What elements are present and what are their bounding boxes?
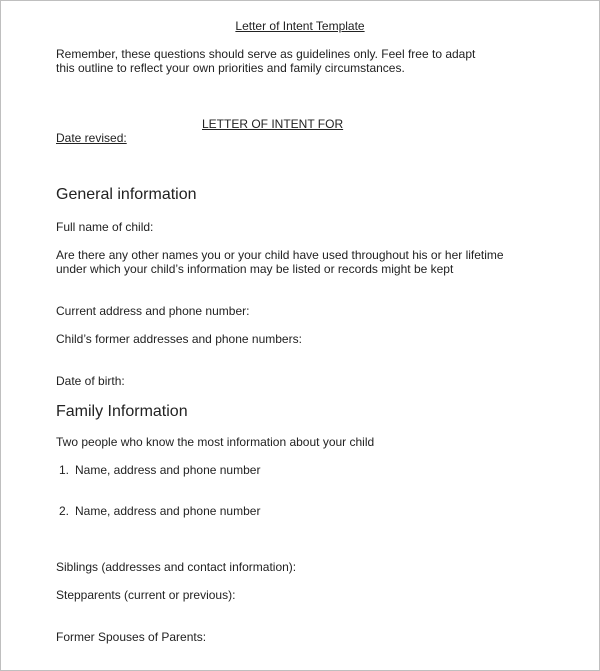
template-title: Letter of Intent Template — [235, 19, 365, 33]
current-address-label: Current address and phone number: — [56, 304, 250, 318]
other-names-line-2: under which your child’s information may be listed or records might be kept — [56, 262, 454, 276]
other-names-line-1: Are there any other names you or your child have used throughout his or her lifetime — [56, 248, 504, 262]
list-item-text: Name, address and phone number — [75, 504, 261, 518]
intro-line-1: Remember, these questions should serve as guidelines only. Feel free to adapt — [56, 47, 476, 61]
full-name-label: Full name of child: — [56, 220, 154, 234]
date-of-birth-label: Date of birth: — [56, 374, 125, 388]
intro-line-2: this outline to reflect your own priorities and family circumstances. — [56, 61, 405, 75]
siblings-label: Siblings (addresses and contact information): — [56, 560, 297, 574]
date-revised-label: Date revised: — [56, 131, 127, 145]
two-people-label: Two people who know the most information about your child — [56, 435, 375, 449]
list-item-number: 1. — [59, 463, 70, 477]
letter-heading: LETTER OF INTENT FOR — [202, 117, 344, 131]
former-addresses-label: Child’s former addresses and phone numbers: — [56, 332, 302, 346]
family-information-heading: Family Information — [56, 403, 188, 420]
general-information-heading: General information — [56, 186, 197, 203]
list-item-text: Name, address and phone number — [75, 463, 261, 477]
list-item-number: 2. — [59, 504, 70, 518]
stepparents-label: Stepparents (current or previous): — [56, 588, 236, 602]
former-spouses-label: Former Spouses of Parents: — [56, 630, 207, 644]
list-item — [59, 504, 260, 518]
list-item — [59, 463, 260, 477]
